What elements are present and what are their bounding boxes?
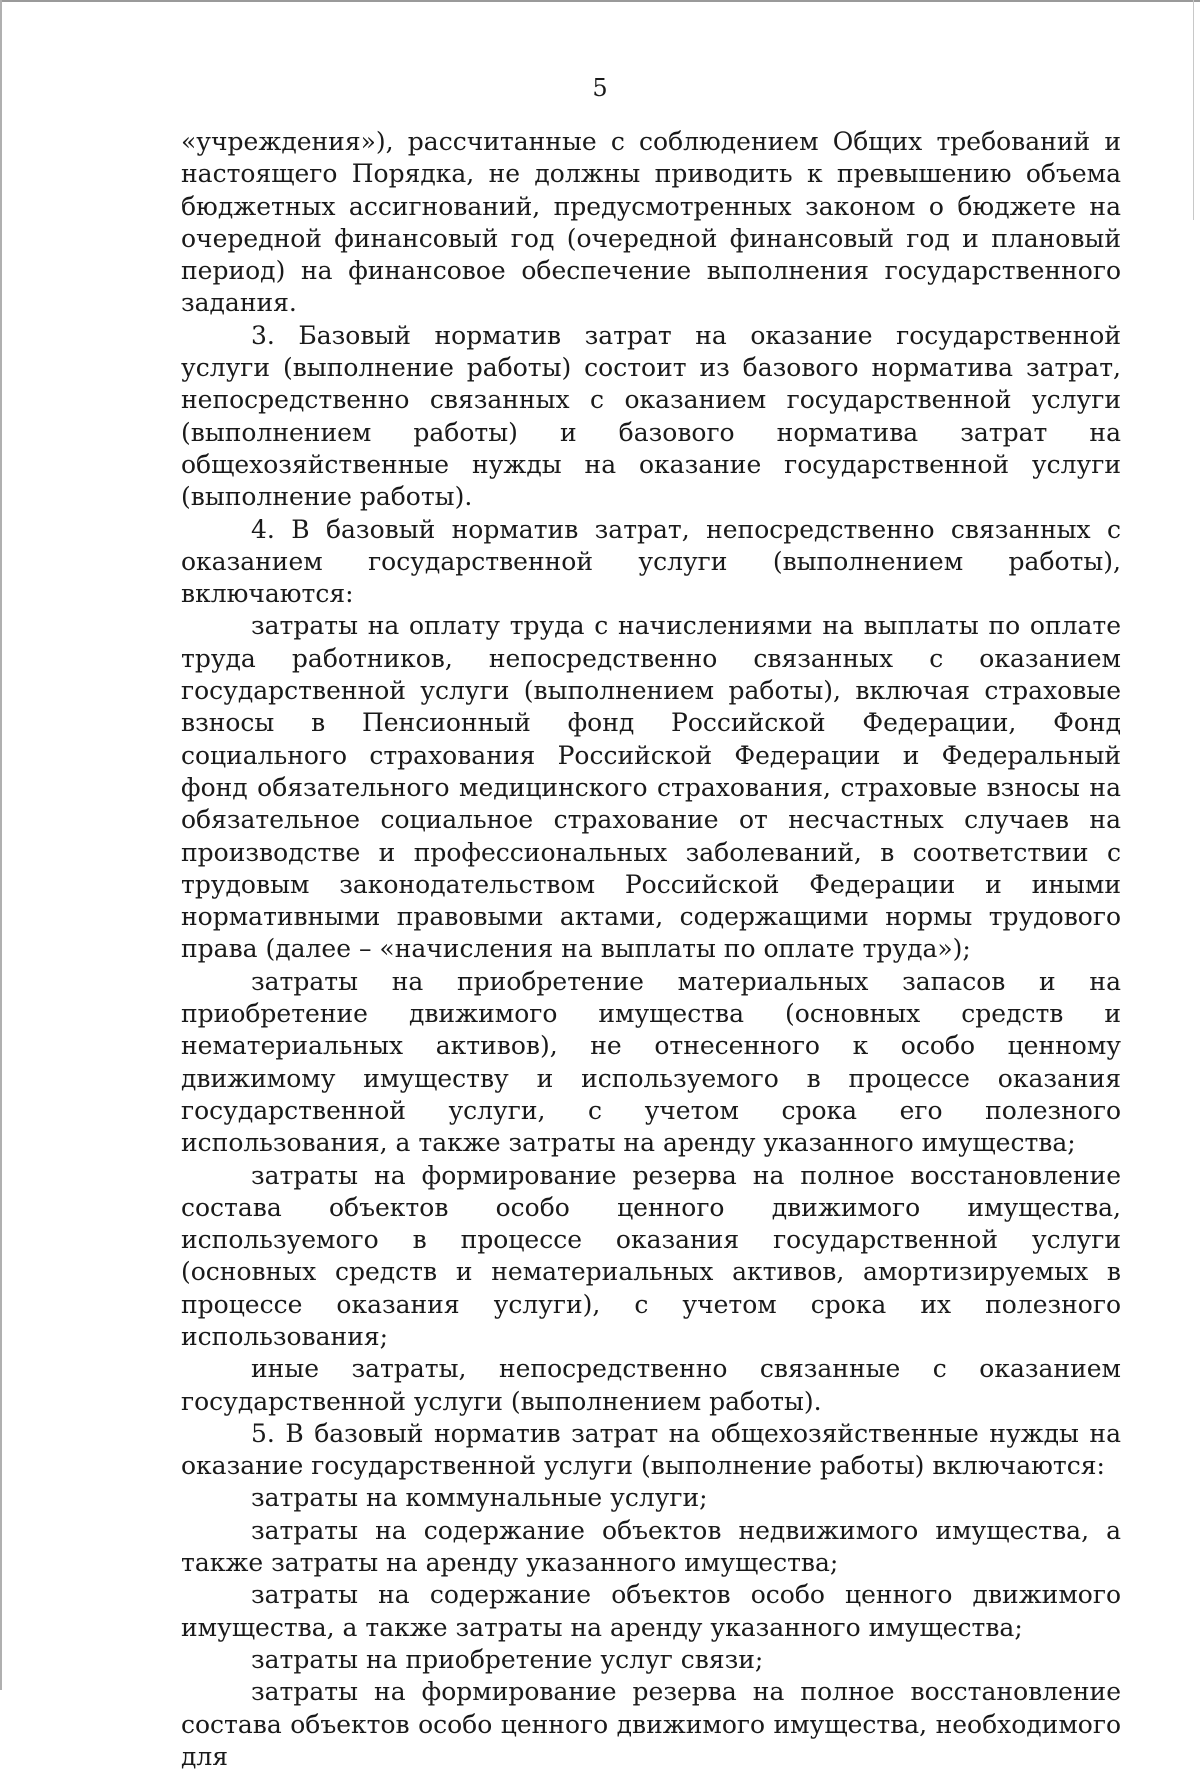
paragraph-continuation: «учреждения»), рассчитанные с соблюдением Общих требований и настоящего Порядка, не должны приводить к превышению объема бюджетных ассигнований, предусмотренных законом о бюджете на очередной финансовый год (очередной финансовый год и плановый период) на финансовое обеспечение выполнения государственного задания. [181,127,1121,318]
scan-edge-right [1193,0,1194,220]
paragraph-3: 3. Базовый норматив затрат на оказание государственной услуги (выполнение работы) состоит из базового норматива затрат, непосредственно связанных с оказанием государственной услуги (выполнением работы) и базового норматива затрат на общехозяйственные нужды на оказание государственной услуги (выполнение работы). [181,320,1121,512]
paragraph-5-item-movable-property: затраты на содержание объектов особо ценного движимого имущества, а также затраты на аренду указанного имущества; [181,1580,1121,1642]
scan-edge-top [0,0,1200,8]
paragraph-4-item-material-costs: затраты на приобретение материальных запасов и на приобретение движимого имущества (основных средств и нематериальных активов), не отнесенного к особо ценному движимому имуществу и используемого в процессе оказания государственной услуги, с учетом срока его полезного использования, а также затраты на аренду указанного имущества; [181,966,1121,1158]
scan-edge-left [0,0,2,1690]
document-body [181,126,1121,1773]
page-number: 5 [592,74,608,102]
paragraph-4-item-other-costs: иные затраты, непосредственно связанные с оказанием государственной услуги (выполнением работы). [181,1354,1121,1416]
paragraph-4-item-labor-costs: затраты на оплату труда с начислениями на выплаты по оплате труда работников, непосредственно связанных с оказанием государственной услуги (выполнением работы), включая страховые взносы в Пенсионный фонд Российской Федерации, Фонд социального страхования Российской Федерации и Федеральный фонд обязательного медицинского страхования, страховые взносы на обязательное социальное страхование от несчастных случаев на производстве и профессиональных заболеваний, в соответствии с трудовым законодательством Российской Федерации и иными нормативными правовыми актами, содержащими нормы трудового права (далее – «начисления на выплаты по оплате труда»); [181,611,1121,964]
paragraph-5: 5. В базовый норматив затрат на общехозяйственные нужды на оказание государственной услуги (выполнение работы) включаются: [181,1418,1121,1481]
paragraph-5-item-utilities: затраты на коммунальные услуги; [251,1483,708,1513]
paragraph-5-item-communication: затраты на приобретение услуг связи; [251,1644,764,1674]
paragraph-5-item-reserve: затраты на формирование резерва на полное восстановление состава объектов особо ценного движимого имущества, необходимого для [181,1677,1121,1771]
paragraph-4-item-reserve-costs: затраты на формирование резерва на полное восстановление состава объектов особо ценного движимого имущества, используемого в процессе оказания государственной услуги (основных средств и нематериальных активов, амортизируемых в процессе оказания услуги), с учетом срока их полезного использования; [181,1160,1121,1351]
paragraph-4: 4. В базовый норматив затрат, непосредственно связанных с оказанием государственной услуги (выполнением работы), включаются: [181,514,1121,609]
paragraph-5-item-real-estate: затраты на содержание объектов недвижимого имущества, а также затраты на аренду указанного имущества; [181,1515,1121,1578]
